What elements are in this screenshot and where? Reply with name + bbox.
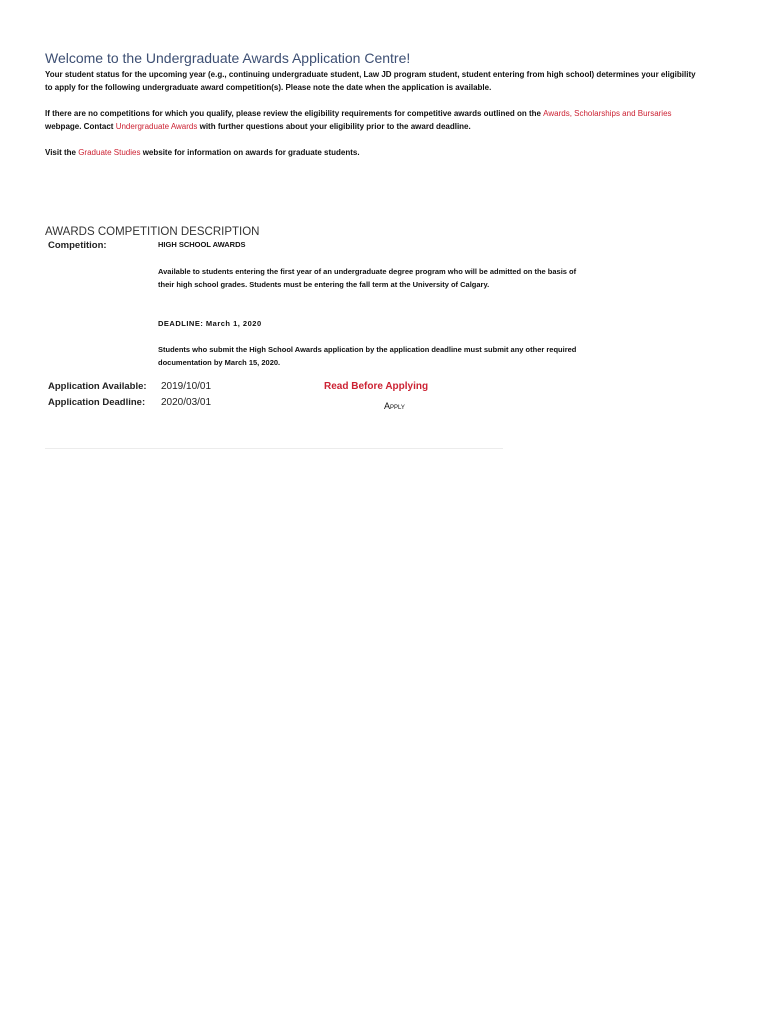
intro-paragraph-graduate: [45, 146, 705, 159]
intro-paragraph-eligibility: [45, 107, 705, 133]
undergraduate-awards-contact-link[interactable]: Undergraduate Awards: [115, 122, 198, 131]
competition-label: Competition:: [48, 240, 107, 251]
eligibility-text-start: If there are no competitions for which you qualify, please review the eligibility requirements for competitive awards outlined on the: [45, 109, 544, 118]
application-deadline-date: 2020/03/01: [161, 397, 212, 408]
page-title: Welcome to the Undergraduate Awards Application Centre!: [45, 50, 411, 66]
eligibility-text-end: with further questions about your eligibility prior to the award deadline.: [197, 122, 471, 131]
awards-scholarships-link[interactable]: Awards, Scholarships and Bursaries: [543, 109, 672, 118]
application-available-date: 2019/10/01: [161, 381, 212, 392]
application-available-label: Application Available:: [48, 381, 147, 392]
competition-description: Available to students entering the first year of an undergraduate degree program who will be admitted on the basis of their high school grades. Students must be entering the fall term at the University of Calgary.: [158, 267, 577, 289]
graduate-studies-link[interactable]: Graduate Studies: [78, 148, 141, 157]
competition-documentation-note: Students who submit the High School Awards application by the application deadline must submit any other required documentation by March 15, 2020.: [158, 345, 577, 367]
eligibility-text-middle: webpage. Contact: [45, 122, 116, 131]
graduate-text-start: Visit the: [45, 148, 79, 157]
graduate-text-end: website for information on awards for graduate students.: [140, 148, 360, 157]
section-divider: [45, 448, 503, 449]
read-before-applying-link[interactable]: Read Before Applying: [324, 381, 429, 392]
intro-paragraph-status: Your student status for the upcoming year (e.g., continuing undergraduate student, Law JD program student, student entering from high school) determines your eligibility to apply for the following undergraduate award competition(s). Please note the date when the application is available.: [45, 70, 696, 92]
competition-name: HIGH SCHOOL AWARDS: [158, 240, 246, 249]
application-deadline-label: Application Deadline:: [48, 397, 146, 408]
apply-button[interactable]: Apply: [384, 401, 405, 411]
competition-deadline-note: DEADLINE: March 1, 2020: [158, 319, 262, 328]
competition-section-heading: AWARDS COMPETITION DESCRIPTION: [45, 226, 260, 238]
